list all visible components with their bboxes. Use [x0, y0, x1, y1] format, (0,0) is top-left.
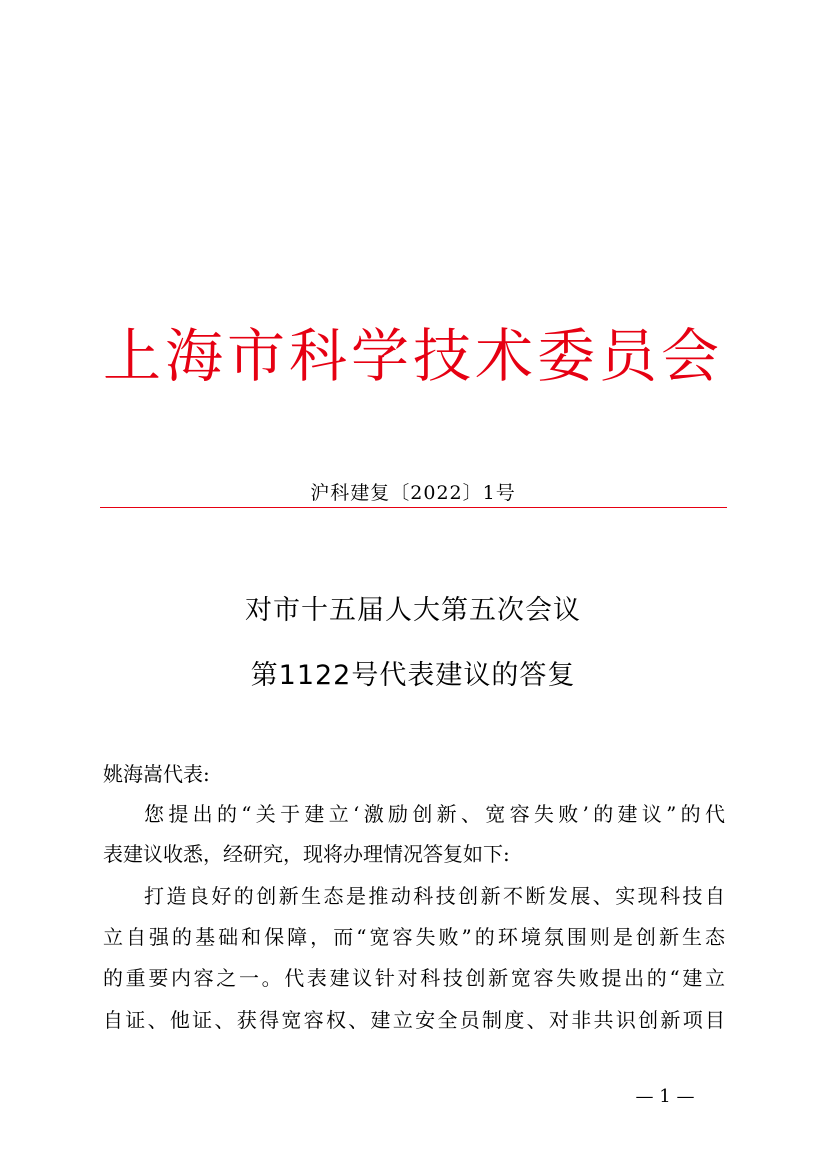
- document-title-line-2: 第1122号代表建议的答复: [250, 660, 576, 691]
- document-number: 沪科建复〔2022〕1号: [310, 482, 516, 504]
- paragraph-2-line-4: 自证、他证、获得宽容权、建立安全员制度、对非共识创新项目: [103, 1008, 725, 1032]
- paragraph-2-line-2: 立自强的基础和保障，而“宽容失败”的环境氛围则是创新生态: [103, 925, 725, 949]
- paragraph-1-line-1: 您提出的“关于建立‘激励创新、宽容失败’的建议”的代: [144, 802, 725, 826]
- salutation: 姚海嵩代表:: [103, 762, 210, 786]
- paragraph-2-line-1: 打造良好的创新生态是推动科技创新不断发展、实现科技自: [144, 884, 725, 908]
- page-number: — 1 —: [635, 1086, 695, 1107]
- red-separator-line: [100, 507, 727, 508]
- issuing-organization-title: 上海市科学技术委员会: [102, 322, 723, 390]
- document-title-line-1: 对市十五届人大第五次会议: [245, 595, 581, 626]
- paragraph-1-line-2: 表建议收悉，经研究，现将办理情况答复如下:: [103, 842, 510, 866]
- paragraph-2-line-3: 的重要内容之一。代表建议针对科技创新宽容失败提出的“建立: [103, 966, 725, 990]
